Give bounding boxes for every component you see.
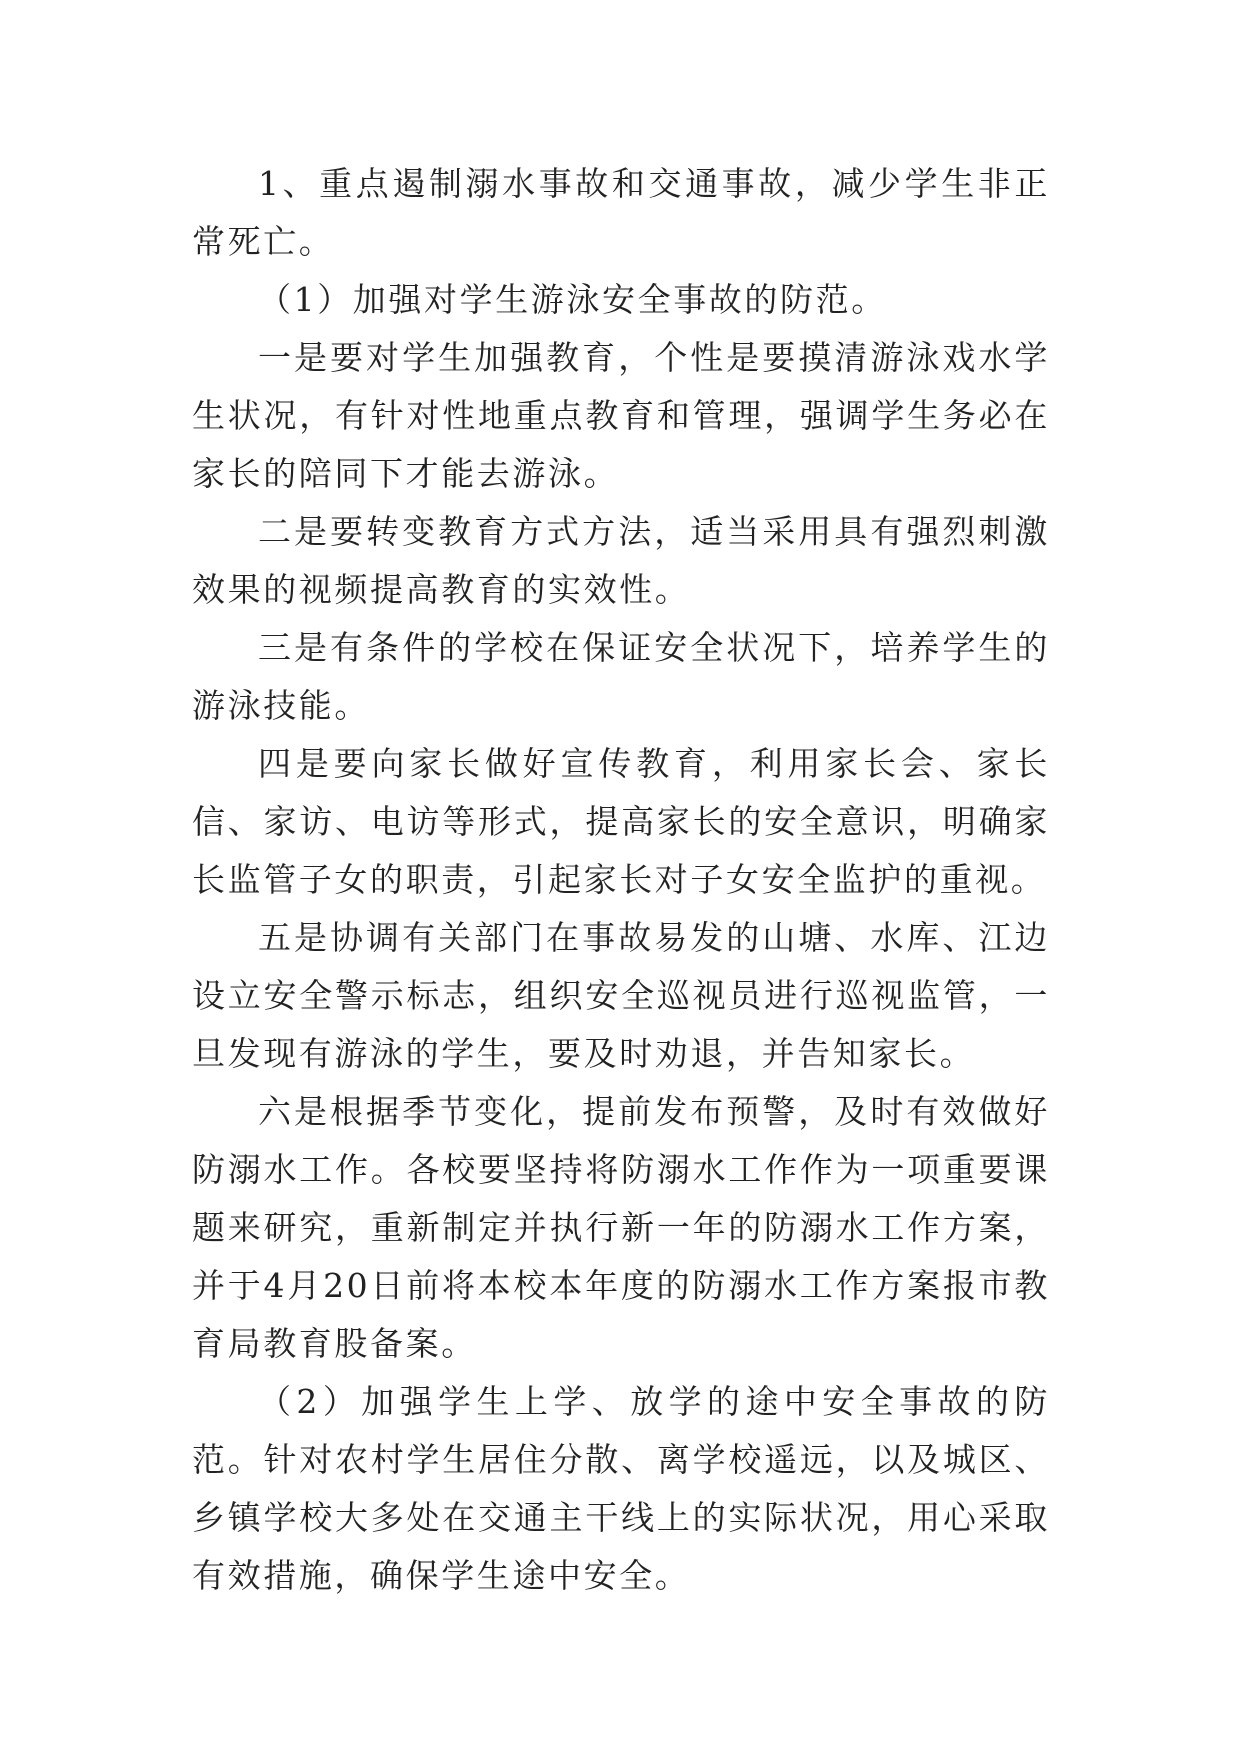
paragraph-item-3: 三是有条件的学校在保证安全状况下，培养学生的游泳技能。 bbox=[192, 628, 1050, 725]
paragraph-item-6: 六是根据季节变化，提前发布预警，及时有效做好防溺水工作。各校要坚持将防溺水工作作为一项重要课题来研究，重新制定并执行新一年的防溺水工作方案，并于4月20日前将本校本年度的防溺水工作方案报市教育局教育股备案。 bbox=[192, 1092, 1050, 1363]
paragraph-item-5: 五是协调有关部门在事故易发的山塘、水库、江边设立安全警示标志，组织安全巡视员进行巡视监管，一旦发现有游泳的学生，要及时劝退，并告知家长。 bbox=[192, 918, 1050, 1073]
paragraph-item-4: 四是要向家长做好宣传教育，利用家长会、家长信、家访、电访等形式，提高家长的安全意识，明确家长监管子女的职责，引起家长对子女安全监护的重视。 bbox=[192, 744, 1050, 899]
paragraph-subheading-1: （1）加强对学生游泳安全事故的防范。 bbox=[258, 280, 887, 319]
paragraph-subheading-2: （2）加强学生上学、放学的途中安全事故的防范。针对农村学生居住分散、离学校遥远，以及城区、乡镇学校大多处在交通主干线上的实际状况，用心采取有效措施，确保学生途中安全。 bbox=[192, 1382, 1050, 1595]
paragraph-item-2: 二是要转变教育方式方法，适当采用具有强烈刺激效果的视频提高教育的实效性。 bbox=[192, 512, 1050, 609]
paragraph-item-1: 一是要对学生加强教育，个性是要摸清游泳戏水学生状况，有针对性地重点教育和管理，强调学生务必在家长的陪同下才能去游泳。 bbox=[192, 338, 1050, 493]
paragraph-heading-1: 1、重点遏制溺水事故和交通事故，减少学生非正常死亡。 bbox=[192, 164, 1050, 261]
document-body bbox=[192, 155, 1050, 1605]
